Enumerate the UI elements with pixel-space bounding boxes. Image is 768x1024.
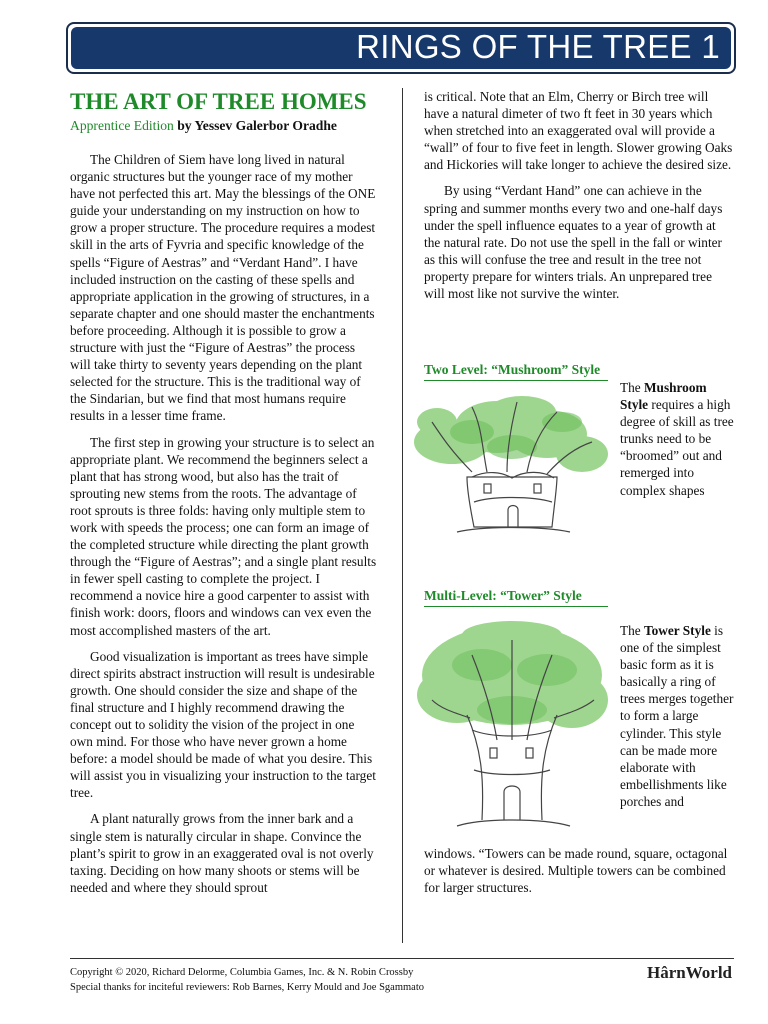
- paragraph-1: The Children of Siem have long lived in natural organic structures but the younger race of my mother have not perfected this art. May the blessings of the ONE guide your understanding on my instruction on how to grow a proper structure. The procedure requires a modest skill in the arts of Fyvria and specific knowledge of the spells “Figure of Aestras” and “Verdant Hand”. I have included instruction on the casting of these spells and appropriate application in the growing of structures, in a separate chapter and one should master the enchantments before proceeding. Although it is possible to grow a structure with just the “Figure of Aestras” the process will take thirty to seventy years depending on the plant selected for the structure. This is the traditional way of the Sindarian, but we find that most humans require results in a lesser time frame.: [70, 152, 376, 424]
- tower-description: [620, 622, 735, 810]
- tower-section-heading: Multi-Level: “Tower” Style: [424, 588, 608, 607]
- tower-tree-house-drawing-icon: [412, 620, 612, 845]
- paragraph-5: is critical. Note that an Elm, Cherry or Birch tree will have a natural dimeter of two ft feet in 30 years which when stretched into an exaggerated oval will provide a “wall” of four to five feet in length. Slower growing Oaks and Hickories will take longer to achieve the desired size.: [424, 89, 733, 173]
- paragraph-6: By using “Verdant Hand” one can achieve in the spring and summer months every two and one-half days under the spell influence equates to a year of growth at the natural rate. Do not use the spell in the fall or winter as this will confuse the tree and result in the tree not property prepare for winters trials. An unprepared tree will most like not survive the winter.: [424, 183, 723, 302]
- mushroom-tree-house-drawing-icon: [412, 392, 612, 552]
- edition-label: Apprentice Edition: [70, 118, 174, 133]
- mushroom-lead: The: [620, 380, 644, 395]
- footer-rule: [70, 958, 734, 959]
- tower-figure: [412, 620, 612, 850]
- tower-style-term: Tower Style: [644, 623, 711, 638]
- right-column: [424, 88, 734, 311]
- mushroom-style-term: Mushroom Style: [620, 380, 707, 413]
- article-subtitle: [70, 117, 378, 135]
- mushroom-figure: [412, 392, 612, 557]
- header-banner: [66, 22, 736, 74]
- copyright-line: Copyright © 2020, Richard Delorme, Columbia Games, Inc. & N. Robin Crossby: [70, 967, 414, 978]
- article-title: THE ART OF TREE HOMES: [70, 89, 367, 114]
- brand-logo: HârnWorld: [646, 963, 732, 982]
- thanks-line: Special thanks for inciteful reviewers: Rob Barnes, Kerry Mould and Joe Sgammato: [70, 982, 424, 993]
- page-title: RINGS OF THE TREE 1: [356, 28, 720, 65]
- left-column: [70, 88, 378, 905]
- paragraph-3: Good visualization is important as trees have simple direct spirits abstract instruction will result is undesirable growth. One should consider the size and shape of the final structure and I highly recommend drawing the concept out to solidity the vision of the project in one own mind. For those who have never grown a home before: a model should be made of what you desire. This will assist you in visualizing your instruction to the target tree.: [70, 648, 376, 801]
- column-divider: [402, 88, 403, 943]
- tower-text: is one of the simplest basic form as it is basically a ring of trees merges together to form a large cylinder. This style can be made more elaborate with embellishments like porches and: [620, 623, 734, 809]
- tower-continuation: windows. “Towers can be made round, square, octagonal or whatever is desired. Multiple towers can be combined for larger structures.: [424, 846, 728, 896]
- mushroom-text: requires a high degree of skill as tree trunks need to be “broomed” out and remerged into complex shapes: [620, 397, 734, 498]
- paragraph-2: The first step in growing your structure is to select an appropriate plant. We recommend the beginners select a plant that has strong wood, but also has the trait of sprouting new stems from the roots. The advantage of root sprouts is three folds: having only multiple stem to work with speeds the process; one can form an image of the completed structure while directing the plant growth through the “Figure of Aestras”; and a single plant results in fewer spell casting to complete the project. I recommend a novice hire a good carpenter to assist with finish work: doors, floors and windows can vex even the most accomplished masters of the art.: [70, 434, 377, 638]
- footer-credits: [70, 965, 424, 995]
- author-byline: by Yessev Galerbor Oradhe: [177, 118, 337, 133]
- tower-lead: The: [620, 623, 644, 638]
- paragraph-4: A plant naturally grows from the inner bark and a single stem is naturally circular in shape. Convince the plant’s spirit to grow in an exaggerated oval is not overly taxing. Deciding on how many shoots or stems will be needed and where they should sprout: [70, 811, 374, 895]
- mushroom-section-heading: Two Level: “Mushroom” Style: [424, 362, 608, 381]
- mushroom-description: [620, 379, 735, 499]
